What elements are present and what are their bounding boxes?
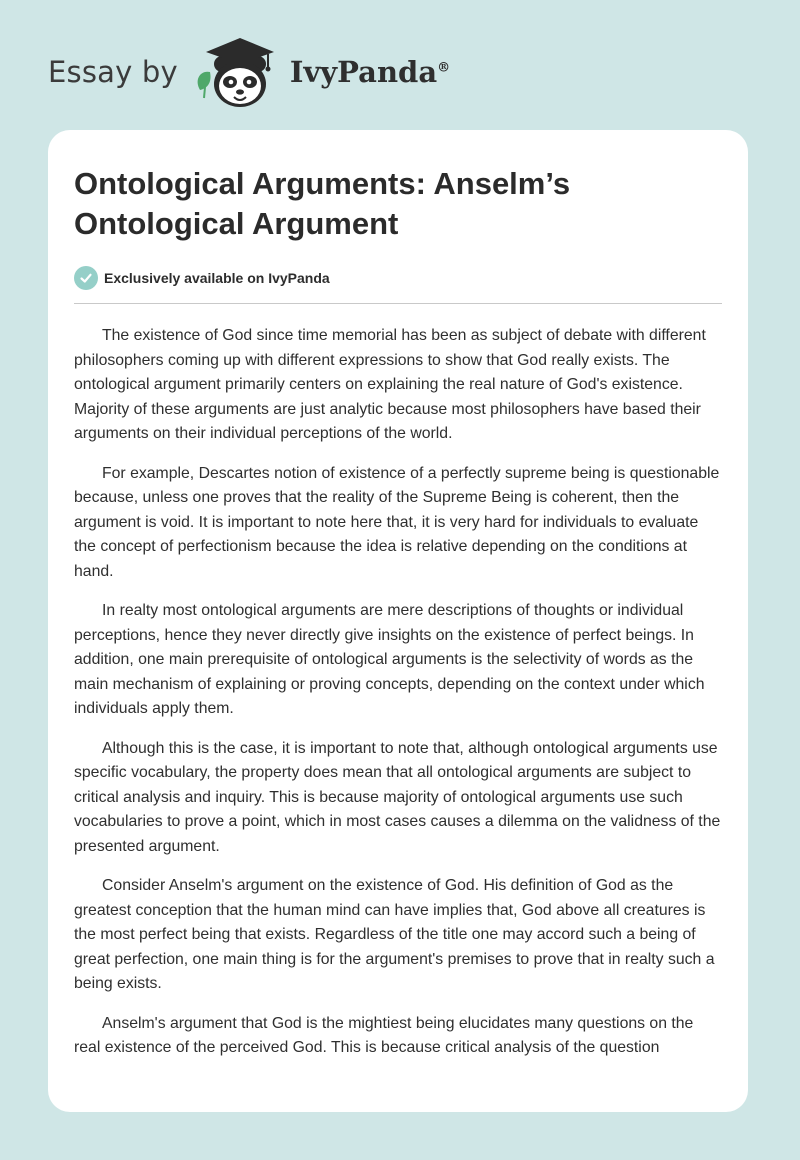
- checkmark-icon: [74, 266, 98, 290]
- exclusive-badge: [74, 266, 722, 290]
- paragraph: The existence of God since time memorial has been as subject of debate with different philosophers coming up with different expressions to show that God really exists. The ontological argument primarily centers on explaining the real nature of God's existence. Majority of these arguments are just analytic because most philosophers have based their arguments on their individual perceptions of the world.: [74, 327, 706, 442]
- essay-card: [48, 130, 748, 1112]
- brand-label: IvyPanda: [289, 55, 438, 89]
- paragraph: Consider Anselm's argument on the existence of God. His definition of God as the greatest conception that the human mind can have implies that, God above all creatures is the most perfect being that exists. Regardless of the title one may accord such a being of great perfection, one main thing is for the argument's premises to prove that in realty such a being exists.: [74, 877, 715, 992]
- paragraph: In realty most ontological arguments are mere descriptions of thoughts or individual perceptions, hence they never directly give insights on the existence of perfect beings. In addition, one main prerequisite of ontological arguments is the selectivity of words as the main mechanism of explaining or proving concepts, depending on the context under which individuals apply them.: [74, 602, 705, 717]
- paragraph: For example, Descartes notion of existence of a perfectly supreme being is questionable because, unless one proves that the reality of the Supreme Being is coherent, then the argument is void. It is important to note here that, it is very hard for individuals to evaluate the concept of perfectionism because the idea is relative depending on the conditions at hand.: [74, 464, 720, 580]
- brand-name[interactable]: [290, 55, 450, 89]
- panda-logo-icon[interactable]: [192, 34, 284, 110]
- registered-mark: ®: [437, 60, 451, 76]
- exclusive-label: Exclusively available on IvyPanda: [104, 270, 330, 286]
- essay-body: [74, 324, 722, 1061]
- divider: [74, 303, 722, 304]
- paragraph: Although this is the case, it is important to note that, although ontological arguments use specific vocabulary, the property does mean that all ontological arguments are subject to critical analysis and inquiry. This is because majority of ontological arguments use such vocabularies to prove a point, which in most cases causes a dilemma on the validness of the presented argument.: [74, 739, 721, 855]
- paragraph: Anselm's argument that God is the mightiest being elucidates many questions on the real existence of the perceived God. This is because critical analysis of the question: [74, 1014, 694, 1056]
- essay-by-label: Essay by: [48, 55, 178, 89]
- essay-title: Ontological Arguments: Anselm’s Ontological Argument: [74, 166, 571, 241]
- site-header: [48, 34, 450, 110]
